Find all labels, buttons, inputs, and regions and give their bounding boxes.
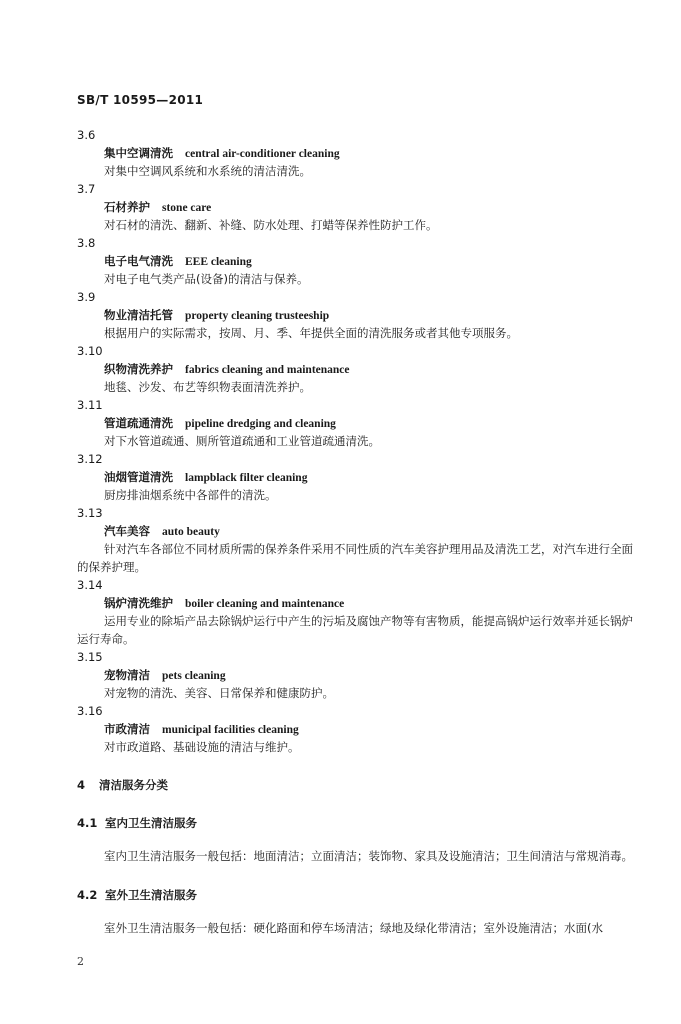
term-definition: 对集中空调风系统和水系统的清洁清洗。 [104, 164, 311, 178]
term-english: fabrics cleaning and maintenance [185, 364, 350, 376]
term-chinese: 宠物清洁 [104, 668, 150, 682]
subsection-number: 4.2 [77, 888, 98, 902]
term-entry [77, 450, 637, 504]
term-english: municipal facilities cleaning [162, 724, 299, 736]
term-number: 3.16 [77, 704, 103, 718]
term-entry [77, 180, 637, 234]
term-definition: 对电子电气类产品(设备)的清洁与保养。 [104, 272, 309, 286]
term-definition: 对石材的清洗、翻新、补缝、防水处理、打蜡等保养性防护工作。 [104, 218, 438, 232]
standard-code-header: SB/T 10595—2011 [77, 93, 204, 107]
page-number: 2 [77, 955, 84, 968]
subsection-paragraph: 室外卫生清洁服务一般包括：硬化路面和停车场清洁；绿地及绿化带清洁；室外设施清洁；水面(水 [104, 921, 603, 935]
term-title [77, 720, 637, 738]
terms-list [77, 126, 637, 756]
term-entry [77, 126, 637, 180]
term-english: property cleaning trusteeship [185, 310, 330, 322]
subsection-heading [77, 886, 637, 904]
term-chinese: 物业清洁托管 [104, 308, 173, 322]
subsection-heading [77, 814, 637, 832]
term-title [77, 522, 637, 540]
term-number: 3.6 [77, 128, 96, 142]
term-number: 3.9 [77, 290, 96, 304]
term-definition: 厨房排油烟系统中各部件的清洗。 [104, 488, 277, 502]
term-chinese: 管道疏通清洗 [104, 416, 173, 430]
term-english: stone care [162, 202, 212, 214]
subsection-number: 4.1 [77, 816, 98, 830]
term-definition: 对下水管道疏通、厕所管道疏通和工业管道疏通清洗。 [104, 434, 380, 448]
term-title [77, 360, 637, 378]
term-english: pets cleaning [162, 670, 226, 682]
term-chinese: 市政清洁 [104, 722, 150, 736]
term-english: EEE cleaning [185, 256, 252, 268]
term-entry [77, 504, 637, 576]
term-title [77, 468, 637, 486]
term-definition: 针对汽车各部位不同材质所需的保养条件采用不同性质的汽车美容护理用品及清洗工艺，对汽车进行全面的保养护理。 [77, 542, 633, 574]
subsection-paragraph: 室内卫生清洁服务一般包括：地面清洁；立面清洁；装饰物、家具及设施清洁；卫生间清洁与常规消毒。 [104, 849, 633, 863]
term-english: auto beauty [162, 526, 220, 538]
term-entry [77, 234, 637, 288]
subsection-title: 室外卫生清洁服务 [105, 888, 197, 902]
term-entry [77, 702, 637, 756]
term-english: pipeline dredging and cleaning [185, 418, 336, 430]
term-number: 3.12 [77, 452, 103, 466]
term-entry [77, 576, 637, 648]
term-definition: 根据用户的实际需求，按周、月、季、年提供全面的清洗服务或者其他专项服务。 [104, 326, 518, 340]
section-number: 4 [77, 778, 86, 792]
term-entry [77, 396, 637, 450]
term-chinese: 汽车美容 [104, 524, 150, 538]
term-definition: 对市政道路、基础设施的清洁与维护。 [104, 740, 300, 754]
term-chinese: 集中空调清洗 [104, 146, 173, 160]
term-chinese: 锅炉清洗维护 [104, 596, 173, 610]
term-entry [77, 342, 637, 396]
term-definition: 地毯、沙发、布艺等织物表面清洗养护。 [104, 380, 311, 394]
term-number: 3.8 [77, 236, 96, 250]
term-title [77, 198, 637, 216]
section-heading [77, 776, 637, 794]
term-entry [77, 288, 637, 342]
term-english: central air-conditioner cleaning [185, 148, 340, 160]
term-chinese: 织物清洗养护 [104, 362, 173, 376]
term-english: boiler cleaning and maintenance [185, 598, 345, 610]
term-entry [77, 648, 637, 702]
term-chinese: 电子电气清洗 [104, 254, 173, 268]
term-number: 3.11 [77, 398, 103, 412]
term-chinese: 油烟管道清洗 [104, 470, 173, 484]
term-title [77, 252, 637, 270]
section-title: 清洁服务分类 [99, 778, 168, 792]
term-chinese: 石材养护 [104, 200, 150, 214]
term-english: lampblack filter cleaning [185, 472, 308, 484]
term-title [77, 594, 637, 612]
term-title [77, 306, 637, 324]
term-definition: 对宠物的清洗、美容、日常保养和健康防护。 [104, 686, 334, 700]
term-number: 3.10 [77, 344, 103, 358]
document-body [77, 126, 637, 938]
term-number: 3.7 [77, 182, 96, 196]
term-number: 3.15 [77, 650, 103, 664]
term-definition: 运用专业的除垢产品去除锅炉运行中产生的污垢及腐蚀产物等有害物质，能提高锅炉运行效率并延长锅炉运行寿命。 [77, 614, 633, 646]
term-number: 3.13 [77, 506, 103, 520]
term-title [77, 666, 637, 684]
subsection-title: 室内卫生清洁服务 [105, 816, 197, 830]
term-number: 3.14 [77, 578, 103, 592]
term-title [77, 144, 637, 162]
term-title [77, 414, 637, 432]
